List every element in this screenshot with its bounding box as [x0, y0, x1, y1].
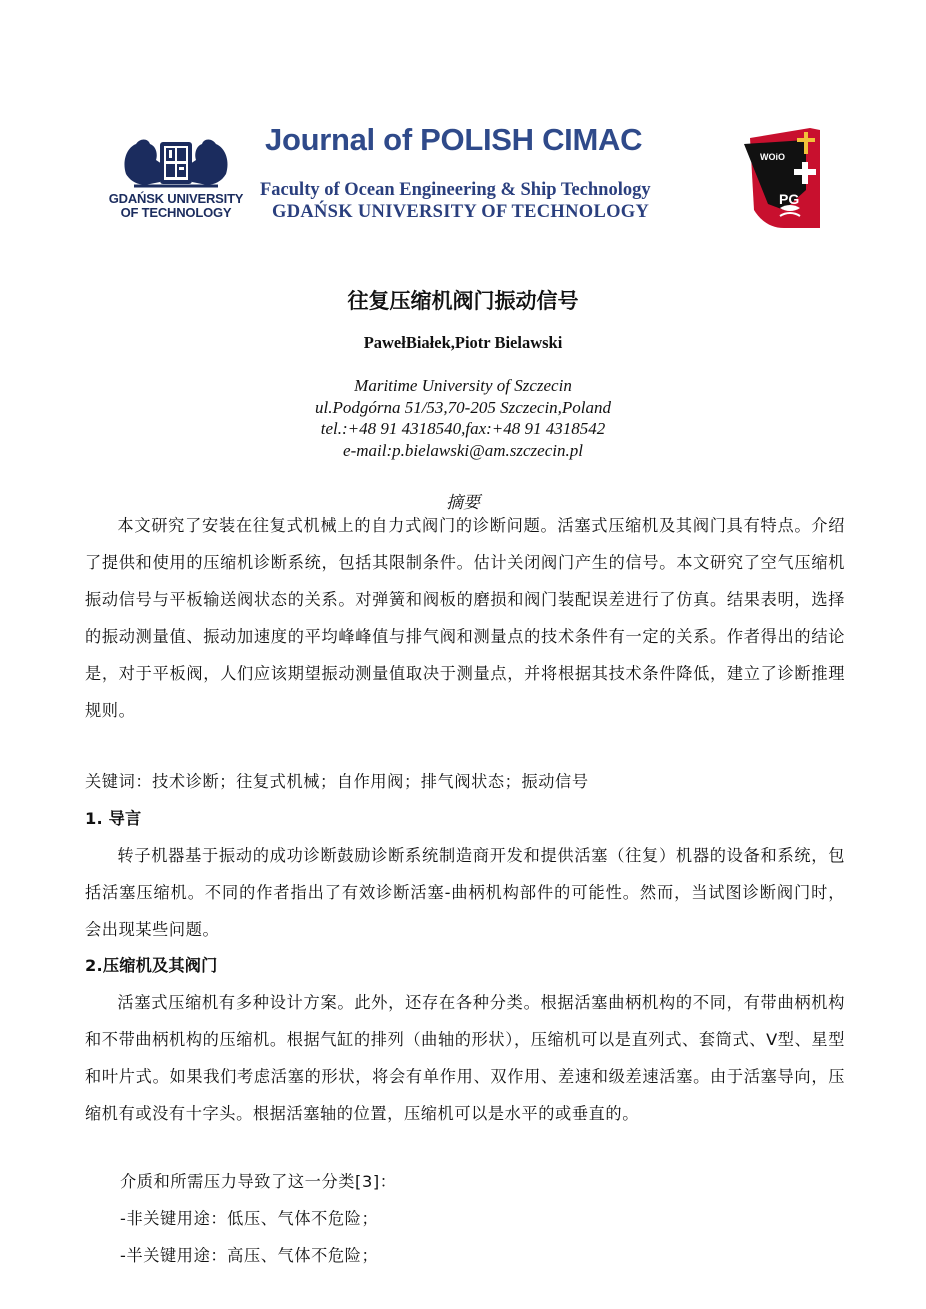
- section-2-heading: 2.压缩机及其阀门: [85, 956, 218, 975]
- list-item: -非关键用途：低压、气体不危险；: [120, 1209, 379, 1228]
- affiliation-line: e-mail:p.bielawski@am.szczecin.pl: [343, 440, 583, 460]
- gdansk-university-logo: [106, 134, 246, 230]
- university-name-line2: OF TECHNOLOGY: [120, 205, 232, 220]
- abstract-text: 本文研究了安装在往复式机械上的自力式阀门的诊断问题。活塞式压缩机及其阀门具有特点。介绍了提供和使用的压缩机诊断系统，包括其限制条件。估计关闭阀门产生的信号。本文研究了空气压缩机振动信号与平板输送阀状态的关系。对弹簧和阀板的磨损和阀门装配误差进行了仿真。结果表明，选择的振动测量值、振动加速度的平均峰峰值与排气阀和测量点的技术条件有一定的关系。作者得出的结论是，对于平板阀，人们应该期望振动测量值取决于测量点，并将根据其技术条件降低，建立了诊断推理规则。: [85, 516, 845, 720]
- list-item: -半关键用途：高压、气体不危险；: [120, 1246, 379, 1265]
- paper-title: 往复压缩机阀门振动信号: [347, 289, 579, 313]
- section-2-text: 活塞式压缩机有多种设计方案。此外，还存在各种分类。根据活塞曲柄机构的不同，有带曲柄机构和不带曲柄机构的压缩机。根据气缸的排列（曲轴的形状），压缩机可以是直列式、套筒式、V型、星型和叶片式。如果我们考虑活塞的形状，将会有单作用、双作用、差速和级差速活塞。由于活塞导向，压缩机有或没有十字头。根据活塞轴的位置，压缩机可以是水平的或垂直的。: [85, 993, 845, 1123]
- affiliation-line: ul.Podgórna 51/53,70-205 Szczecin,Poland: [314, 397, 612, 417]
- journal-header: [0, 0, 926, 260]
- section-2-text-continued: 介质和所需压力导致了这一分类[3]：: [120, 1172, 397, 1191]
- paper-authors: PawełBiałek,Piotr Bielawski: [363, 333, 563, 352]
- badge-text-bottom: PG: [779, 191, 800, 207]
- badge-text-top: WOiO: [760, 152, 785, 162]
- university-crest-icon: [120, 134, 232, 190]
- keywords: 关键词：技术诊断；往复式机械；自作用阀；排气阀状态；振动信号: [85, 772, 589, 791]
- university-name: GDAŃSK UNIVERSITY OF TECHNOLOGY: [272, 202, 650, 222]
- abstract-heading: 摘要: [446, 493, 480, 513]
- affiliation-block: [0, 375, 926, 461]
- university-name-line1: GDAŃSK UNIVERSITY: [108, 191, 244, 206]
- journal-title: Journal of POLISH CIMAC: [265, 122, 643, 157]
- faculty-name: Faculty of Ocean Engineering & Ship Technology: [260, 180, 651, 200]
- faculty-shield-icon: [740, 124, 826, 232]
- faculty-badge-logo: [740, 124, 826, 232]
- affiliation-line: tel.:+48 91 4318540,fax:+48 91 4318542: [320, 419, 606, 438]
- section-1-text: 转子机器基于振动的成功诊断鼓励诊断系统制造商开发和提供活塞（往复）机器的设备和系统，包括活塞压缩机。不同的作者指出了有效诊断活塞-曲柄机构部件的可能性。然而，当试图诊断阀门时，会出现某些问题。: [85, 846, 845, 939]
- section-1-heading: 1. 导言: [85, 809, 142, 828]
- affiliation-line: Maritime University of Szczecin: [354, 376, 572, 395]
